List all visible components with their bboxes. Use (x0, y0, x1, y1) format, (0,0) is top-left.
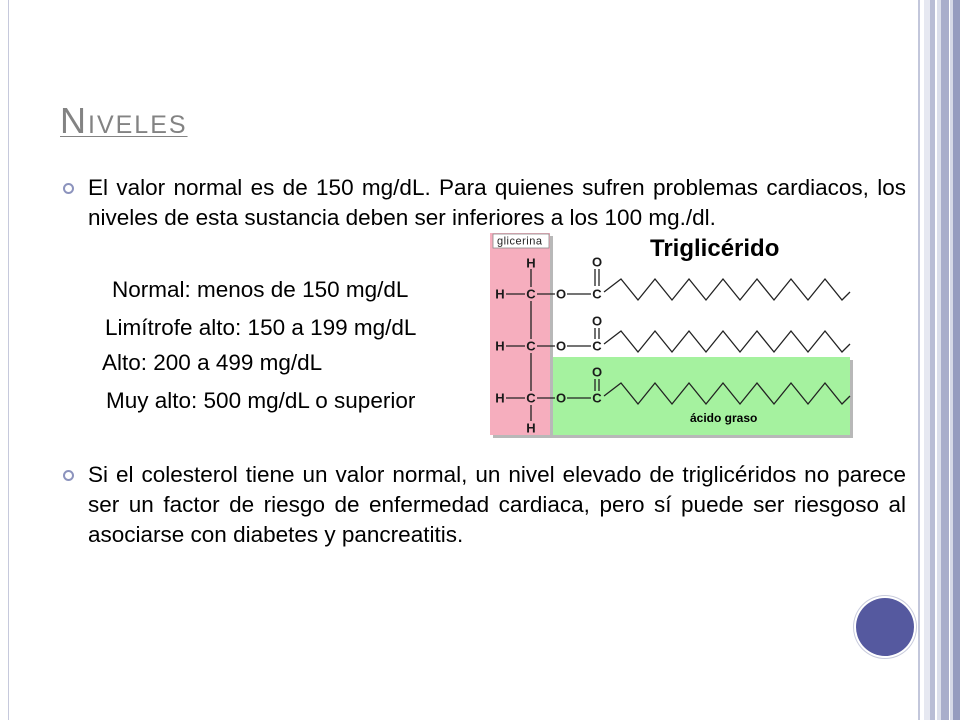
atom-h: H (495, 286, 505, 302)
atom-c: C (526, 338, 536, 354)
atom-o: O (555, 286, 567, 302)
atom-acyl-c: C (592, 390, 602, 406)
level-normal: Normal: menos de 150 mg/dL (112, 277, 409, 302)
atom-acyl-c: C (592, 338, 602, 354)
level-very-high: Muy alto: 500 mg/dL o superior (106, 388, 416, 413)
atom-o: O (555, 390, 567, 406)
theme-stripe (941, 0, 949, 720)
atom-o: O (555, 338, 567, 354)
bullet-text-risk: Si el colesterol tiene un valor normal, un nivel elevado de triglicéridos no parece ser un factor de riesgo de enfermedad cardiaca, pero sí puede ser riesgoso al asociarse con diabetes y pancreatitis. (88, 462, 906, 547)
atom-c: C (526, 390, 536, 406)
slide-title: Niveles (60, 100, 188, 141)
atom-carbonyl-o: O (591, 254, 603, 270)
atom-bottom-h: H (526, 420, 536, 436)
glycerol-label: glicerina (497, 235, 543, 248)
ring-bullet-icon (63, 470, 74, 481)
theme-stripe (918, 0, 920, 720)
theme-stripe (930, 0, 935, 720)
atom-top-h: H (526, 255, 536, 271)
level-borderline-high: Limítrofe alto: 150 a 199 mg/dL (105, 315, 417, 340)
atom-c: C (526, 286, 536, 302)
level-high: Alto: 200 a 499 mg/dL (102, 350, 323, 375)
diagram-title: Triglicérido (650, 235, 780, 262)
ring-bullet-icon (63, 183, 74, 194)
theme-accent-circle (856, 598, 914, 656)
atom-carbonyl-o: O (591, 364, 603, 380)
theme-stripe (953, 0, 960, 720)
slide-frame-left-border (8, 0, 9, 720)
fatty-acid-label: ácido graso (690, 411, 758, 425)
atom-h: H (495, 390, 505, 406)
bullet-text-values: El valor normal es de 150 mg/dL. Para quienes sufren problemas cardiacos, los niveles de esta sustancia deben ser inferiores a los 100 mg./dl. (88, 175, 906, 230)
fatty-acid-chain (604, 331, 850, 352)
atom-h: H (495, 338, 505, 354)
fatty-acid-chain (604, 279, 850, 300)
triglyceride-diagram (486, 228, 858, 442)
atom-acyl-c: C (592, 286, 602, 302)
atom-carbonyl-o: O (591, 313, 603, 329)
